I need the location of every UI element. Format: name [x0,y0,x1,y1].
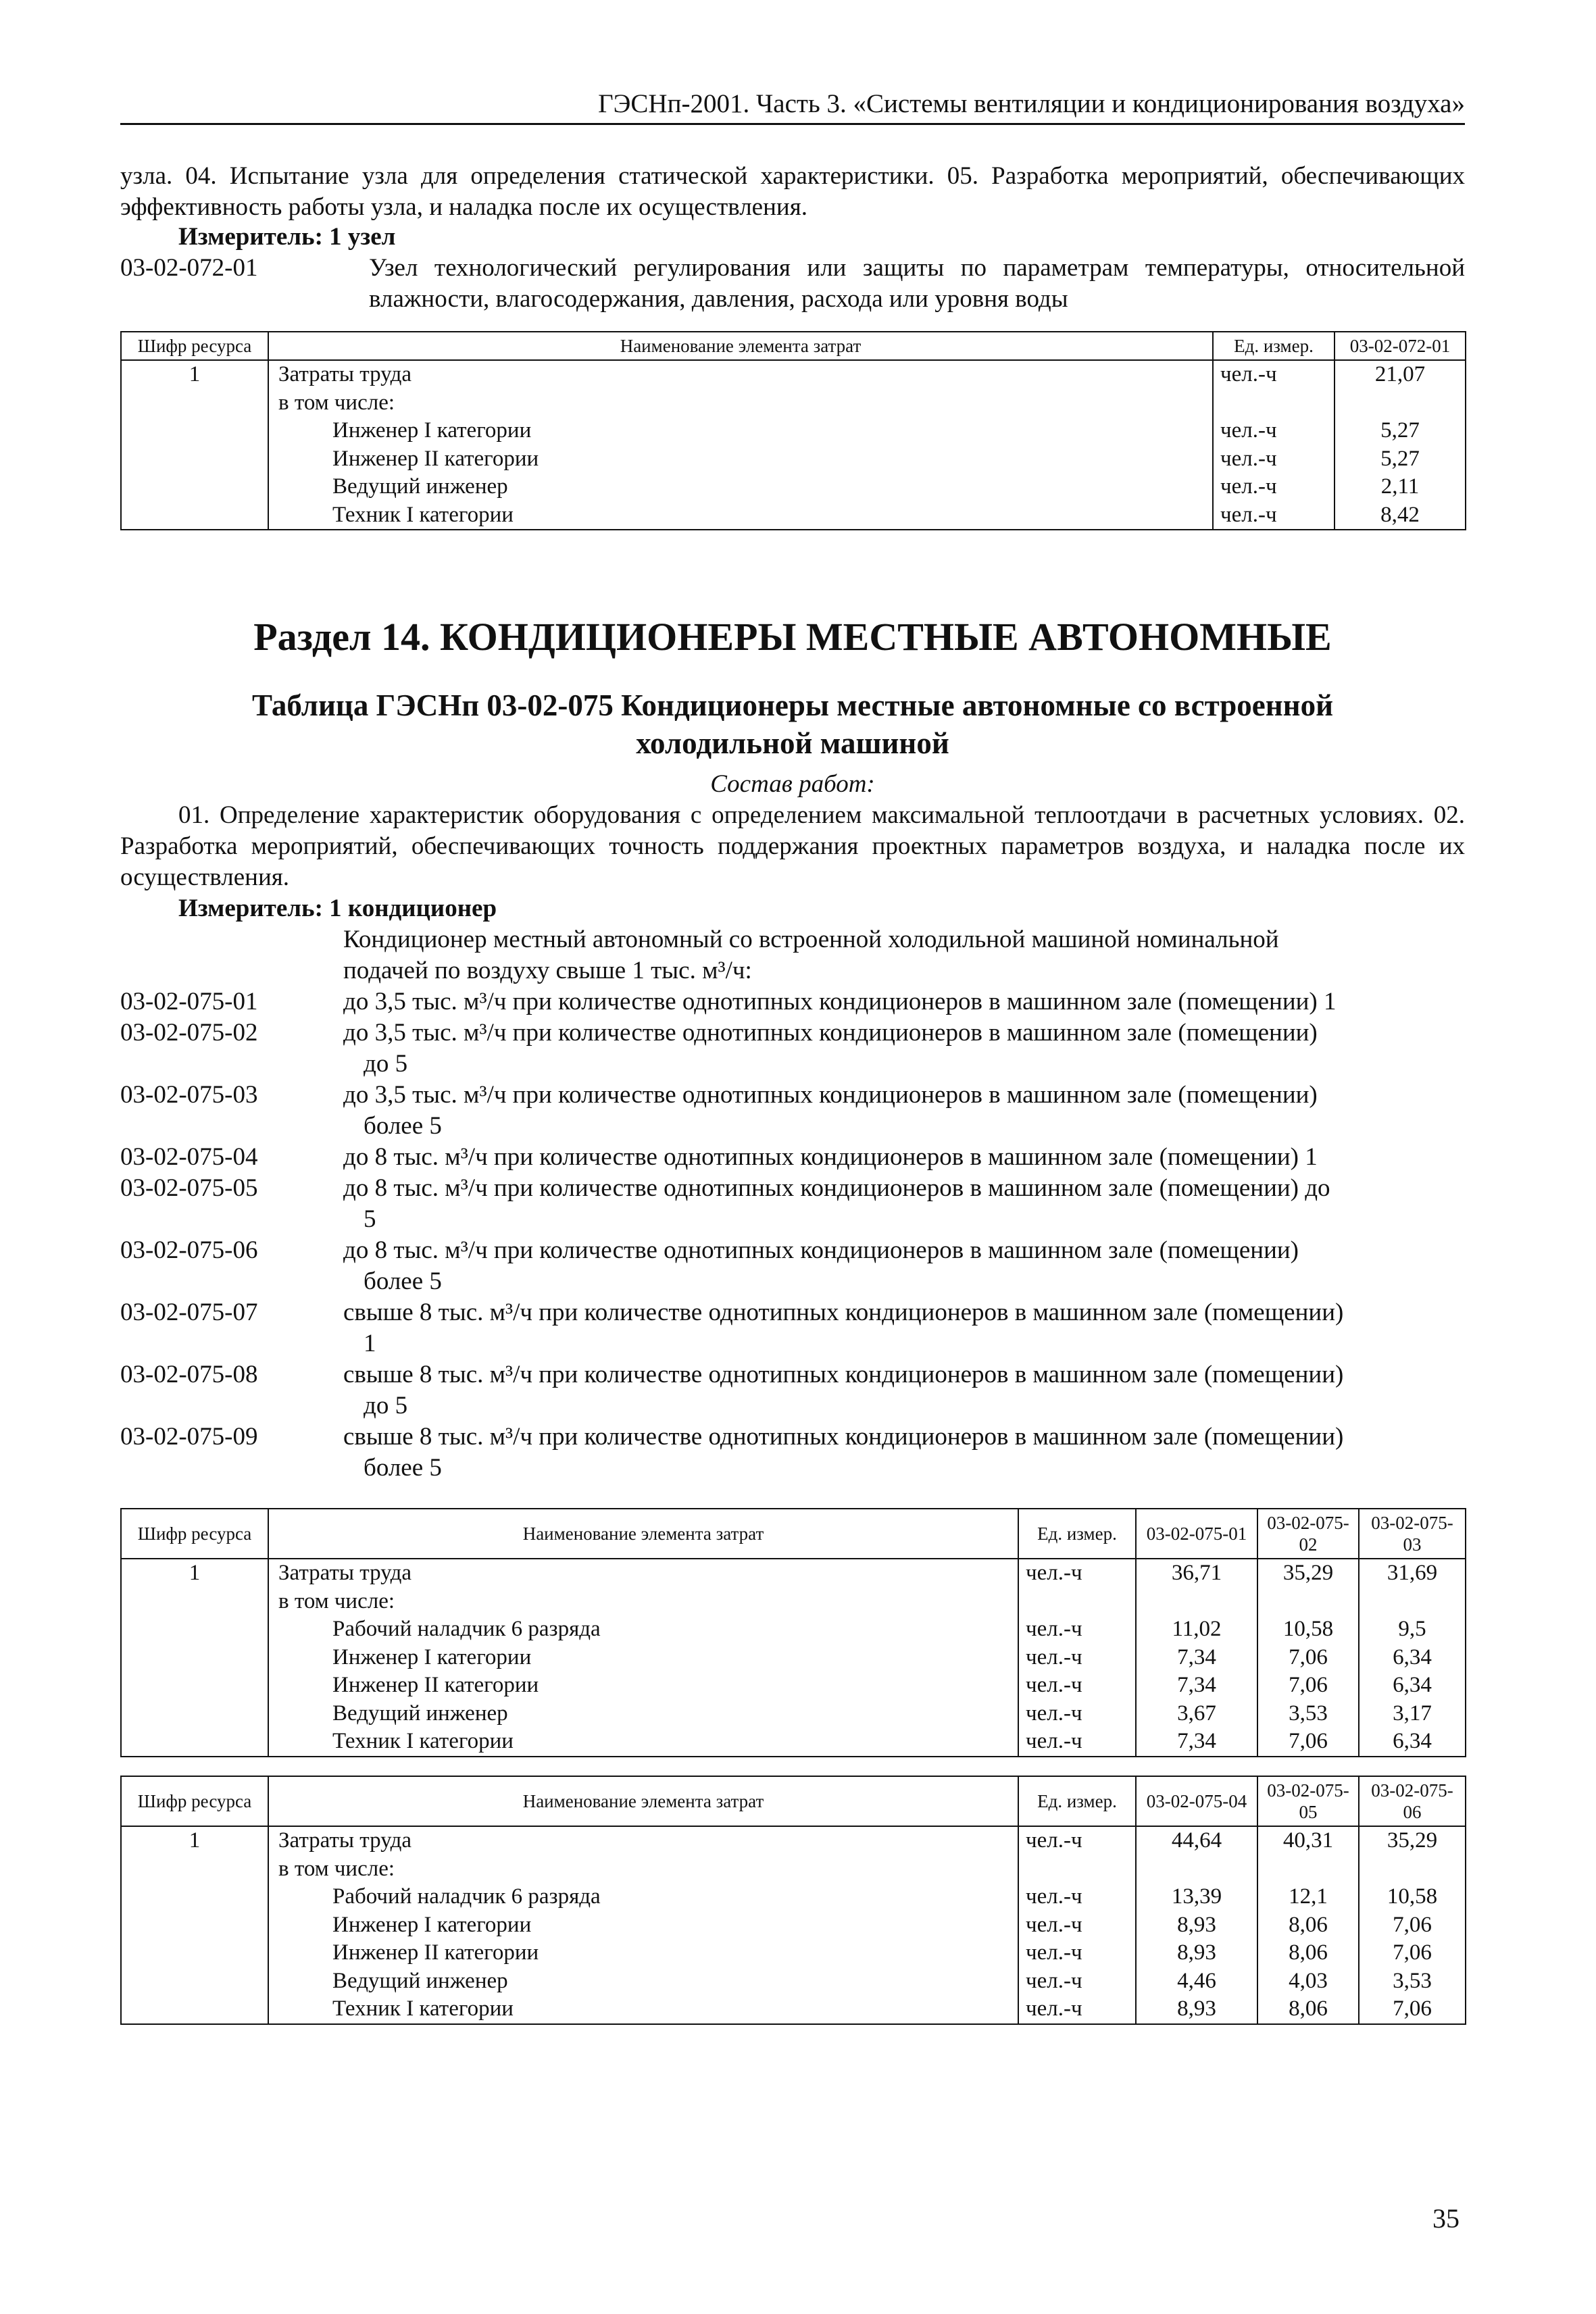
code-desc: свыше 8 тыс. м³/ч при количестве однотипных кондиционеров в машинном зале (помещении) [343,1423,1344,1451]
row-value [1366,1855,1458,1884]
row-value: 35,29 [1387,1828,1438,1853]
row-value: 8,42 [1380,502,1420,527]
row-value: 44,64 [1171,1828,1222,1853]
row-value: 13,39 [1171,1884,1222,1909]
code-number: 03-02-075-07 [120,1299,258,1326]
row-unit: чел.-ч [1026,1912,1082,1937]
row-name: Инженер I категории [332,1912,532,1937]
row-value: 7,34 [1177,1729,1216,1753]
cell-values-1 [1136,1826,1257,2024]
row-value: 8,93 [1177,1912,1216,1937]
row-value: 31,69 [1387,1561,1438,1585]
th-name: Наименование элемента затрат [268,1509,1018,1559]
row-unit [1026,1588,1128,1616]
code-number: 03-02-075-09 [120,1423,258,1451]
section-title: Раздел 14. КОНДИЦИОНЕРЫ МЕСТНЫЕ АВТОНОМНЫЕ [253,615,1332,659]
row-value: 36,71 [1171,1561,1222,1585]
row-name: Рабочий наладчик 6 разряда [332,1884,601,1909]
intro-desc: Узел технологический регулирования или защиты по параметрам температуры, относительной влажности, влагосодержания, давления, расхода или уровня воды [369,254,1465,313]
th-col: 03-02-075-03 [1359,1509,1466,1559]
row-value: 8,93 [1177,1996,1216,2021]
row-name: Затраты труда [278,362,412,386]
code-desc: до 3,5 тыс. м³/ч при количестве однотипных кондиционеров в машинном зале (помещении) [343,1081,1318,1109]
row-name: Затраты труда [278,1828,412,1853]
th-col: 03-02-072-01 [1335,332,1466,360]
th-col: 03-02-075-04 [1136,1776,1257,1826]
running-header: ГЭСНп-2001. Часть 3. «Системы вентиляции и кондиционирования воздуха» [120,88,1465,125]
row-name: Рабочий наладчик 6 разряда [332,1617,601,1641]
th-name: Наименование элемента затрат [268,1776,1018,1826]
row-unit: чел.-ч [1026,1828,1082,1853]
row-unit [1026,1855,1128,1884]
th-name: Наименование элемента затрат [268,332,1213,360]
row-unit: чел.-ч [1026,1617,1082,1641]
row-value: 7,06 [1393,1912,1432,1937]
row-value [1143,1588,1250,1616]
code-number: 03-02-075-06 [120,1236,258,1264]
row-unit: чел.-ч [1026,1940,1082,1965]
cell-values-2 [1257,1826,1359,2024]
row-name: Затраты труда [278,1561,412,1585]
works-lead2: подачей по воздуху свыше 1 тыс. м³/ч: [343,957,752,984]
row-value: 6,34 [1393,1729,1432,1753]
cell-values-2 [1257,1559,1359,1757]
code-entry [120,1297,1465,1359]
row-value: 7,34 [1177,1644,1216,1669]
row-name: Ведущий инженер [332,1701,508,1726]
code-number: 03-02-075-02 [120,1019,258,1047]
cost-table-075-b [120,1776,1466,2025]
code-number: 03-02-075-05 [120,1174,258,1202]
cell-cipher: 1 [121,1826,268,2024]
code-entry [120,986,1465,1017]
row-name: Инженер II категории [332,1940,539,1965]
row-unit: чел.-ч [1220,502,1277,527]
row-name: Техник I категории [332,502,514,527]
row-value: 8,06 [1289,1940,1328,1965]
cell-values-3 [1359,1826,1466,2024]
code-desc-cont: более 5 [364,1267,442,1295]
row-value: 8,06 [1289,1912,1328,1937]
code-desc-cont: более 5 [364,1112,442,1140]
row-name: в том числе: [278,1588,395,1613]
cell-cipher: 1 [121,360,268,530]
row-value [1143,1855,1250,1884]
row-name: Ведущий инженер [332,474,508,499]
works-text: 01. Определение характеристик оборудования с определением максимальной теплоотдачи в расчетных условиях. 02. Разработка мероприятий, обеспечивающих точность поддержания проектных параметров воздуха, и наладка после их осуществления. [120,801,1465,891]
th-cipher: Шифр ресурса [121,1776,268,1826]
intro-text: узла. 04. Испытание узла для определения статической характеристики. 05. Разработка мероприятий, обеспечивающих эффективность работы узла, и наладка после их осуществления. [120,162,1465,221]
row-name: Инженер II категории [332,446,539,471]
cell-values [1335,360,1466,530]
row-value: 6,34 [1393,1644,1432,1669]
page-number: 35 [1432,2203,1460,2234]
cell-units [1018,1559,1136,1757]
th-cipher: Шифр ресурса [121,1509,268,1559]
intro-meter: Измеритель: 1 узел [178,223,396,251]
code-number: 03-02-075-08 [120,1361,258,1388]
row-value: 11,02 [1172,1617,1222,1641]
code-desc-cont: до 5 [364,1050,408,1078]
row-value [1265,1588,1351,1616]
row-value: 7,06 [1393,1940,1432,1965]
code-entry [120,1359,1465,1422]
code-desc: до 3,5 тыс. м³/ч при количестве однотипных кондиционеров в машинном зале (помещении) 1 [343,988,1337,1015]
th-col: 03-02-075-06 [1359,1776,1466,1826]
cell-names [268,1559,1018,1757]
th-col: 03-02-075-02 [1257,1509,1359,1559]
row-name: Техник I категории [332,1996,514,2021]
row-value [1265,1855,1351,1884]
row-value: 3,67 [1177,1701,1216,1726]
row-name: Инженер II категории [332,1673,539,1697]
code-desc: свыше 8 тыс. м³/ч при количестве однотипных кондиционеров в машинном зале (помещении) [343,1299,1344,1326]
code-entry [120,1017,1465,1080]
code-entry [120,1235,1465,1297]
row-value: 6,34 [1393,1673,1432,1697]
code-desc: до 8 тыс. м³/ч при количестве однотипных кондиционеров в машинном зале (помещении) [343,1236,1299,1264]
row-value: 3,53 [1289,1701,1328,1726]
code-list [120,986,1465,1484]
th-col: 03-02-075-05 [1257,1776,1359,1826]
code-desc-cont: 1 [364,1330,376,1357]
cell-values-1 [1136,1559,1257,1757]
th-unit: Ед. измер. [1213,332,1335,360]
row-value: 4,03 [1289,1968,1328,1993]
row-value: 5,27 [1380,418,1420,443]
row-unit: чел.-ч [1220,418,1277,443]
table-title-line2: холодильной машиной [636,726,949,760]
th-unit: Ед. измер. [1018,1509,1136,1559]
row-value: 12,1 [1289,1884,1328,1909]
row-value: 8,93 [1177,1940,1216,1965]
code-entry [120,1173,1465,1235]
code-desc: до 3,5 тыс. м³/ч при количестве однотипных кондиционеров в машинном зале (помещении) [343,1019,1318,1047]
row-unit: чел.-ч [1026,1673,1082,1697]
intro-code: 03-02-072-01 [120,254,258,282]
cell-units [1018,1826,1136,2024]
row-value: 2,11 [1380,474,1420,499]
row-unit: чел.-ч [1220,474,1277,499]
row-value [1366,1588,1458,1616]
cell-units [1213,360,1335,530]
cell-names [268,1826,1018,2024]
row-unit: чел.-ч [1026,1968,1082,1993]
row-value: 35,29 [1282,1561,1334,1585]
row-name: в том числе: [278,1856,395,1881]
code-entry [120,1422,1465,1484]
cell-names [268,360,1213,530]
row-value: 7,34 [1177,1673,1216,1697]
row-value: 7,06 [1289,1673,1328,1697]
row-unit: чел.-ч [1026,1561,1082,1585]
code-desc-cont: 5 [364,1205,376,1233]
th-cipher: Шифр ресурса [121,332,268,360]
code-desc: до 8 тыс. м³/ч при количестве однотипных кондиционеров в машинном зале (помещении) 1 [343,1143,1318,1171]
th-unit: Ед. измер. [1018,1776,1136,1826]
row-value: 10,58 [1282,1617,1334,1641]
row-value: 40,31 [1282,1828,1334,1853]
row-unit: чел.-ч [1026,1884,1082,1909]
row-value: 9,5 [1398,1617,1426,1641]
row-value: 10,58 [1387,1884,1438,1909]
code-desc-cont: до 5 [364,1392,408,1419]
table-title-line1: Таблица ГЭСНп 03-02-075 Кондиционеры местные автономные со встроенной [251,688,1334,722]
row-unit: чел.-ч [1220,446,1277,471]
code-desc-cont: более 5 [364,1454,442,1482]
works-meter: Измеритель: 1 кондиционер [178,895,497,922]
row-value: 7,06 [1289,1729,1328,1753]
intro-code-entry [120,253,1465,315]
row-name: Инженер I категории [332,418,532,443]
code-number: 03-02-075-01 [120,988,258,1015]
code-number: 03-02-075-04 [120,1143,258,1171]
code-entry [120,1080,1465,1142]
row-value: 8,06 [1289,1996,1328,2021]
th-col: 03-02-075-01 [1136,1509,1257,1559]
row-value: 21,07 [1374,362,1426,386]
code-desc: до 8 тыс. м³/ч при количестве однотипных кондиционеров в машинном зале (помещении) до [343,1174,1330,1202]
row-value: 5,27 [1380,446,1420,471]
cost-table-072 [120,331,1466,530]
row-value [1342,389,1458,418]
row-value: 4,46 [1177,1968,1216,1993]
row-value: 7,06 [1289,1644,1328,1669]
row-value: 3,53 [1393,1968,1432,1993]
code-entry [120,1142,1465,1173]
row-unit [1220,389,1327,418]
row-name: в том числе: [278,390,395,415]
row-name: Ведущий инженер [332,1968,508,1993]
row-value: 3,17 [1393,1701,1432,1726]
row-unit: чел.-ч [1220,362,1277,386]
cost-table-075-a [120,1508,1466,1757]
row-name: Инженер I категории [332,1644,532,1669]
cell-cipher: 1 [121,1559,268,1757]
works-lead1: Кондиционер местный автономный со встроенной холодильной машиной номинальной [343,926,1279,953]
row-unit: чел.-ч [1026,1701,1082,1726]
row-name: Техник I категории [332,1729,514,1753]
row-value: 7,06 [1393,1996,1432,2021]
row-unit: чел.-ч [1026,1644,1082,1669]
row-unit: чел.-ч [1026,1996,1082,2021]
works-label: Состав работ: [710,770,875,798]
code-number: 03-02-075-03 [120,1081,258,1109]
row-unit: чел.-ч [1026,1729,1082,1753]
cell-values-3 [1359,1559,1466,1757]
code-desc: свыше 8 тыс. м³/ч при количестве однотипных кондиционеров в машинном зале (помещении) [343,1361,1344,1388]
